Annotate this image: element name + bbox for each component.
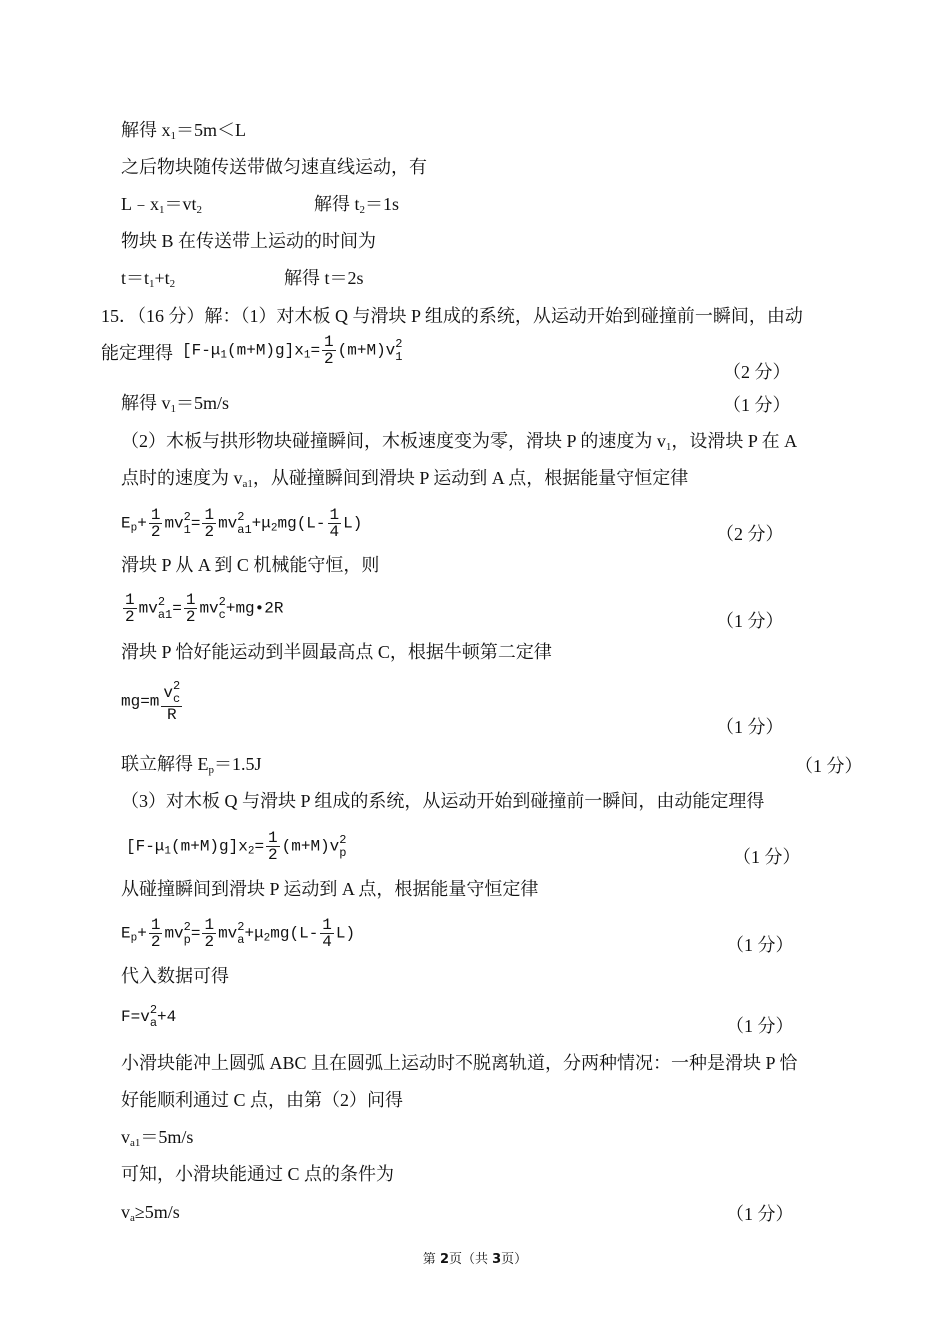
equation-4: mg=m v 2 c R — [121, 679, 181, 724]
text-line: 解得 $v_1=5m/s$ — [121, 393, 230, 415]
text-line: 能定理得 — [101, 343, 173, 363]
text-line: 物块 B 在传送带上运动的时间为 — [121, 231, 377, 251]
text-line: （2）木板与拱形物块碰撞瞬间，木板速度变为零，滑块 P 的速度为 $v_1$，设滑块 P 在 A — [121, 431, 798, 453]
equation-2: $E_p+$ $\frac{1}{2}$ mv 2 1 = $\frac{1}{2}$ mv 2 a1 $+\mu_2mg(L-$ $\frac{1}{4}$ L) — [121, 506, 363, 541]
score-label: （2 分） — [723, 362, 791, 382]
text-line: 滑块 P 从 A 到 C 机械能守恒，则 — [121, 555, 380, 575]
score-label: （1 分） — [716, 717, 784, 737]
text-line: （3）对木板 Q 与滑块 P 组成的系统，从运动开始到碰撞前一瞬间，由动能定理得 — [121, 791, 765, 811]
page-number: 2 — [439, 1252, 449, 1267]
equation-3: $\frac{1}{2}$ mv 2 a1 = $\frac{1}{2}$ mv 2 c +mg•2R — [125, 591, 284, 626]
text-line: 联立解得 $E_p=1.5J$ — [121, 754, 262, 776]
text-line: 解得 t＝2s — [284, 268, 364, 288]
score-label: （1 分） — [716, 611, 784, 631]
score-label: （1 分） — [723, 395, 791, 415]
text-line: 解得 $t_2=1s$ — [314, 194, 400, 216]
text-line: 可知，小滑块能通过 C 点的条件为 — [121, 1164, 395, 1184]
page-footer: 第 2页（共 3页） — [422, 1252, 528, 1267]
fraction: $\frac{1}{2}$ — [324, 333, 334, 368]
equation-5: $[F-\mu_1(m+M)g]x_2=$ $\frac{1}{2}$ (m+M)v 2 p — [126, 829, 347, 864]
score-label: （1 分） — [795, 756, 863, 776]
text-line: 之后物块随传送带做匀速直线运动，有 — [121, 157, 427, 177]
score-label: （2 分） — [716, 524, 784, 544]
equation-7: F=v 2 a +4 — [121, 1003, 177, 1030]
text-line: 解得 $x_1=5m<L$ — [121, 120, 246, 142]
score-label: （1 分） — [726, 1204, 794, 1224]
text-line: 小滑块能冲上圆弧 ABC 且在圆弧上运动时不脱离轨道，分两种情况：一种是滑块 P 恰 — [121, 1053, 798, 1073]
text-line: 好能顺利通过 C 点，由第（2）问得 — [121, 1090, 404, 1110]
equation-1: $[F-\mu_1(m+M)g]x_1=$ $\frac{1}{2}$ (m+M)v 2 1 — [182, 333, 403, 368]
text-line: $v_a\ge 5m/s$ — [121, 1202, 180, 1224]
score-label: （1 分） — [726, 1016, 794, 1036]
text-line: 点时的速度为 $v_{a1}$，从碰撞瞬间到滑块 P 运动到 A 点，根据能量守恒定律 — [121, 468, 689, 490]
text-line: $v_{a1}=5m/s$ — [121, 1127, 194, 1149]
text-line: $L﹣x_1=vt_2$ — [121, 194, 203, 216]
text-line: 从碰撞瞬间到滑块 P 运动到 A 点，根据能量守恒定律 — [121, 879, 539, 899]
total-pages: 3 — [492, 1252, 502, 1267]
text-line: 代入数据可得 — [121, 966, 229, 986]
question-15-heading: 15．（16 分）解：（1）对木板 Q 与滑块 P 组成的系统，从运动开始到碰撞前一瞬间，由动 — [101, 306, 803, 326]
text-line: $t=t_1+t_2$ — [121, 268, 176, 290]
score-label: （1 分） — [726, 935, 794, 955]
equation-6: $E_p+$ $\frac{1}{2}$ mv 2 p = $\frac{1}{2}$ mv 2 a $+\mu_2mg(L-$ $\frac{1}{4}$ L) — [121, 916, 356, 951]
score-label: （1 分） — [733, 847, 801, 867]
text-line: 滑块 P 恰好能运动到半圆最高点 C，根据牛顿第二定律 — [121, 642, 552, 662]
